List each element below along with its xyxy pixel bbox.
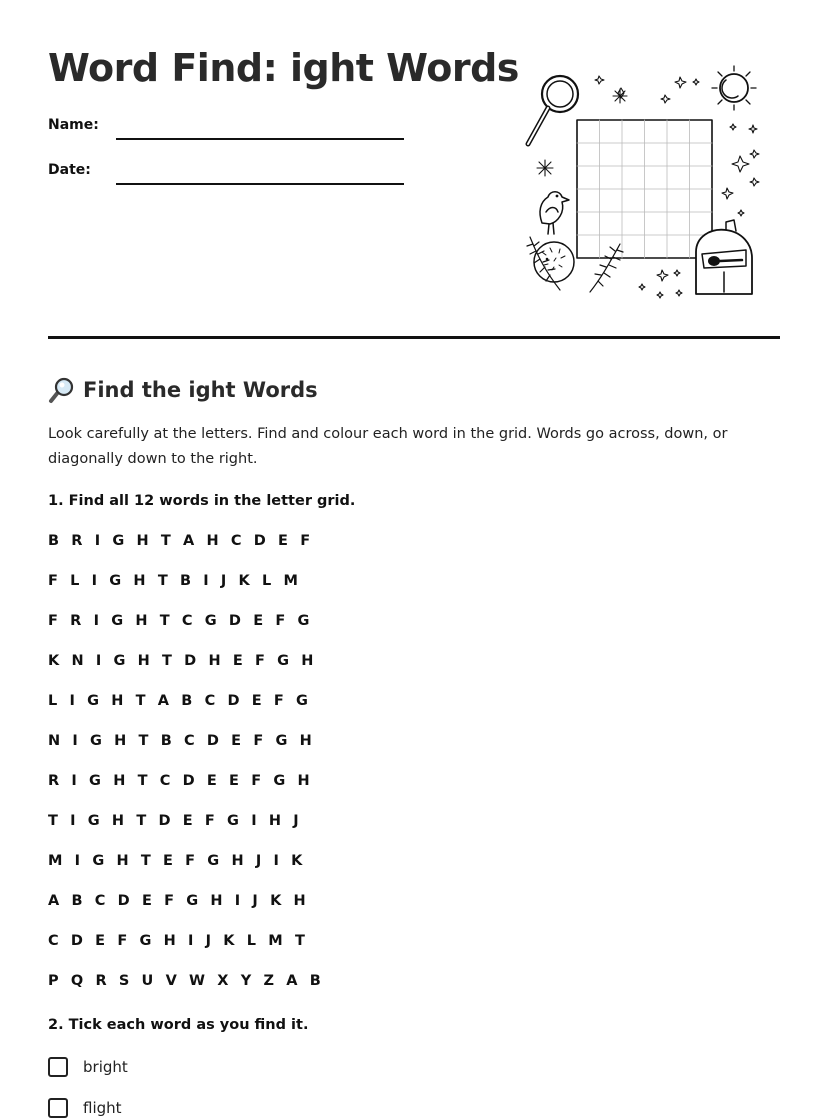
letter-grid-row: A B C D E F G H I J K H bbox=[48, 893, 310, 909]
letter-grid-row: R I G H T C D E E F G H bbox=[48, 773, 314, 789]
letter-grid-row: P Q R S U V W X Y Z A B bbox=[48, 973, 325, 989]
header-illustration bbox=[520, 62, 770, 307]
letter-grid-row: C D E F G H I J K L M T bbox=[48, 933, 309, 949]
word-checkbox-item[interactable] bbox=[48, 1098, 122, 1118]
letter-grid-row: N I G H T B C D E F G H bbox=[48, 733, 316, 749]
page-title: Word Find: ight Words bbox=[48, 46, 519, 90]
question-1-label: 1. Find all 12 words in the letter grid. bbox=[48, 493, 356, 509]
section-title: Find the ight Words bbox=[83, 378, 318, 402]
question-2-label: 2. Tick each word as you find it. bbox=[48, 1017, 309, 1033]
letter-grid-row: F L I G H T B I J K L M bbox=[48, 573, 302, 589]
grid-icon bbox=[577, 120, 712, 258]
knight-helmet-icon bbox=[696, 220, 752, 294]
letter-grid-row: K N I G H T D H E F G H bbox=[48, 653, 318, 669]
hedgehog-icon bbox=[534, 242, 574, 282]
section-divider bbox=[48, 336, 780, 339]
checkbox[interactable] bbox=[48, 1098, 68, 1118]
instructions-text: Look carefully at the letters. Find and colour each word in the grid. Words go across, down, or diagonally down to the right. bbox=[48, 426, 728, 467]
letter-grid-row: T I G H T D E F G I H J bbox=[48, 813, 303, 829]
section-heading bbox=[48, 374, 318, 406]
sun-icon bbox=[712, 66, 756, 110]
word-checkbox-item[interactable] bbox=[48, 1057, 128, 1077]
magnifier-icon bbox=[528, 76, 578, 144]
letter-grid-row: B R I G H T A H C D E F bbox=[48, 533, 314, 549]
letter-grid-row: F R I G H T C G D E F G bbox=[48, 613, 314, 629]
bird-icon bbox=[540, 192, 569, 234]
word-label: bright bbox=[83, 1058, 128, 1076]
letter-grid-row: L I G H T A B C D E F G bbox=[48, 693, 312, 709]
checkbox[interactable] bbox=[48, 1057, 68, 1077]
word-label: flight bbox=[83, 1099, 122, 1117]
date-field-line[interactable] bbox=[116, 183, 404, 185]
letter-grid-row: M I G H T E F G H J I K bbox=[48, 853, 306, 869]
name-field-line[interactable] bbox=[116, 138, 404, 140]
magnifier-icon bbox=[48, 377, 75, 404]
name-label: Name: bbox=[48, 117, 99, 133]
date-label: Date: bbox=[48, 162, 91, 178]
